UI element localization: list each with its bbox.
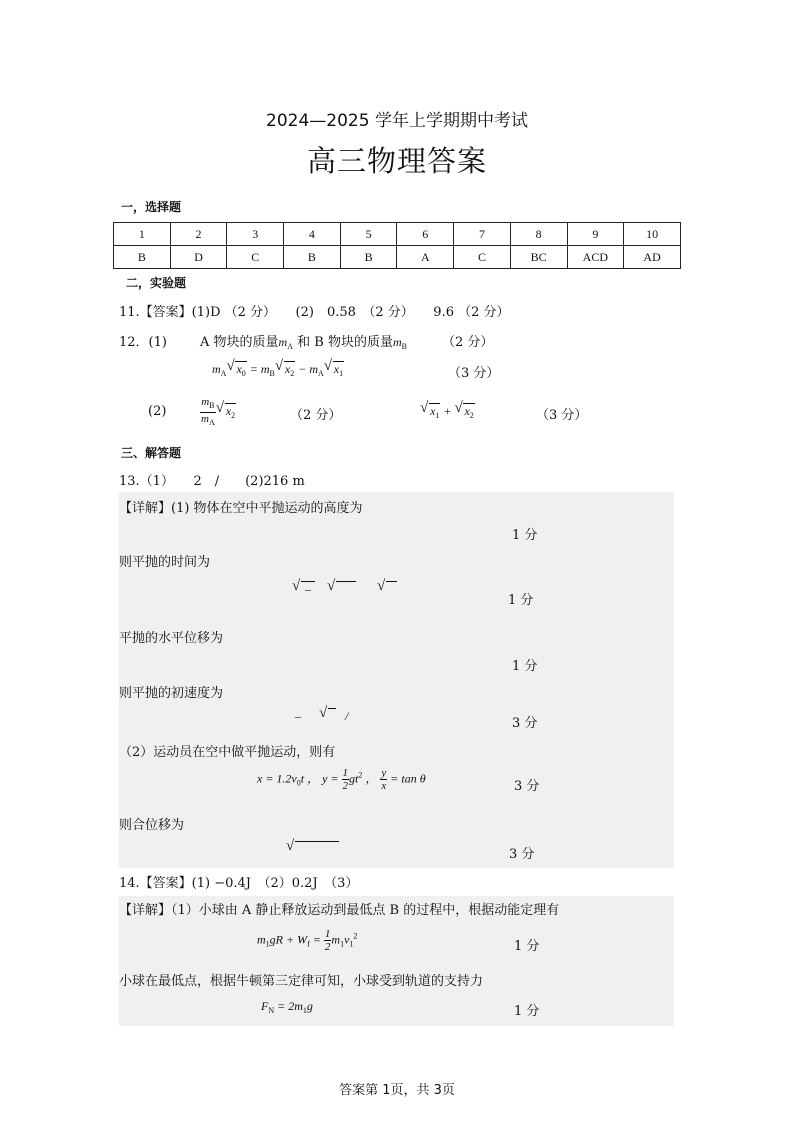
answer-table-number-row <box>114 223 681 246</box>
question-number-cell: 1 <box>114 223 171 246</box>
answer-cell: BC <box>510 246 567 269</box>
answer-table <box>113 222 681 269</box>
mass-b-symbol: $m_B$ <box>392 335 407 351</box>
q12-momentum-equation: $m_A$ √ $x_0 = m_B$ √ $x_2 - m_A$ √ $x_1$ <box>212 358 344 378</box>
q13-horizontal-label: 平抛的水平位移为 <box>119 631 224 646</box>
question-number-cell: 2 <box>170 223 227 246</box>
q13-detail-box <box>119 492 674 868</box>
question-number-cell: 3 <box>227 223 284 246</box>
q14-detail-intro: 【详解】（1）小球由 A 静止释放运动到最低点 B 的过程中，根据动能定理有 <box>119 903 560 918</box>
answer-cell: AD <box>624 246 681 269</box>
question-number-cell: 10 <box>624 223 681 246</box>
q13-time-formula: √ – √ √ <box>292 582 397 597</box>
q12-part2-score-1: （2 分） <box>290 408 342 423</box>
answer-table-answer-row <box>114 246 681 269</box>
q12-score-1: （2 分） <box>442 335 494 350</box>
q11-answer: 11.【答案】(1)D （2 分） (2) 0.58 （2 分） 9.6 （2 分） <box>119 305 510 320</box>
question-number-cell: 7 <box>454 223 511 246</box>
page-footer: 答案第 1页，共 3页 <box>339 1083 455 1098</box>
q14-energy-equation: $m_1gR + W_f$ = $\frac{1}{2}$ $m_1v_1^2$ <box>257 928 358 953</box>
q13-answer: 13.（1） 2 / (2)216 m <box>119 474 305 489</box>
answer-cell: D <box>170 246 227 269</box>
q12-mass-b-label: 和 B 物块的质量 <box>297 335 393 350</box>
section-title-solutions: 三、解答题 <box>121 446 182 460</box>
question-number-cell: 5 <box>340 223 397 246</box>
q13-speed-formula: – √ / <box>295 705 349 723</box>
q13-resultant-label: 则合位移为 <box>119 818 185 833</box>
q13-initial-speed-label: 则平抛的初速度为 <box>119 686 224 701</box>
q13-score-4: 3 分 <box>512 716 538 731</box>
question-number-cell: 4 <box>284 223 341 246</box>
q13-score-6: 3 分 <box>509 847 535 862</box>
question-number-cell: 8 <box>510 223 567 246</box>
q13-score-5: 3 分 <box>514 779 540 794</box>
answer-cell: ACD <box>567 246 624 269</box>
answer-cell: A <box>397 246 454 269</box>
q12-ratio-formula: $\frac{m_B}{m_A}$ √ $x_2$ <box>201 396 236 427</box>
subject-title: 高三物理答案 <box>306 144 487 178</box>
section-title-choice: 一，选择题 <box>121 200 182 214</box>
q14-score-2: 1 分 <box>514 1004 540 1019</box>
q12-part2-label: (2) <box>148 404 167 419</box>
q14-normal-force-equation: $F_N = 2m_1g$ <box>261 999 313 1015</box>
question-number-cell: 6 <box>397 223 454 246</box>
q13-score-2: 1 分 <box>508 593 534 608</box>
q12-part2-score-2: （3 分） <box>536 408 588 423</box>
q13-resultant-formula: √ <box>286 842 339 857</box>
exam-title: 2024—2025 学年上学期期中考试 <box>266 111 528 131</box>
answer-cell: B <box>114 246 171 269</box>
q12-text <box>200 331 407 351</box>
q14-support-label: 小球在最低点，根据牛顿第三定律可知，小球受到轨道的支持力 <box>119 974 484 989</box>
q12-sum-formula: √ $x_1$ + √ $x_2$ <box>420 400 474 420</box>
q13-score-1: 1 分 <box>512 528 538 543</box>
q12-score-2: （3 分） <box>448 366 500 381</box>
answer-cell: C <box>454 246 511 269</box>
q12-label: 12．(1) <box>119 335 167 350</box>
answer-cell: B <box>284 246 341 269</box>
q13-time-label: 则平抛的时间为 <box>119 555 211 570</box>
q14-answer: 14.【答案】(1) −0.4J （2）0.2J （3） <box>119 876 359 891</box>
q13-projectile-equations: $x = 1.2v_0t$ ， y = $\frac{1}{2}$ $gt^2$ ， $\frac{y}{x}$ = tan θ <box>257 767 426 792</box>
q13-part2-label: （2）运动员在空中做平抛运动，则有 <box>119 745 336 760</box>
answer-cell: C <box>227 246 284 269</box>
q13-detail-intro: 【详解】(1) 物体在空中平抛运动的高度为 <box>119 501 363 516</box>
answer-cell: B <box>340 246 397 269</box>
section-title-experiment: 二，实验题 <box>126 276 187 290</box>
question-number-cell: 9 <box>567 223 624 246</box>
q12-mass-a-label: A 物块的质量 <box>200 335 279 350</box>
q14-score-1: 1 分 <box>514 939 540 954</box>
q13-score-3: 1 分 <box>512 659 538 674</box>
mass-a-symbol: $m_A$ <box>278 335 293 351</box>
